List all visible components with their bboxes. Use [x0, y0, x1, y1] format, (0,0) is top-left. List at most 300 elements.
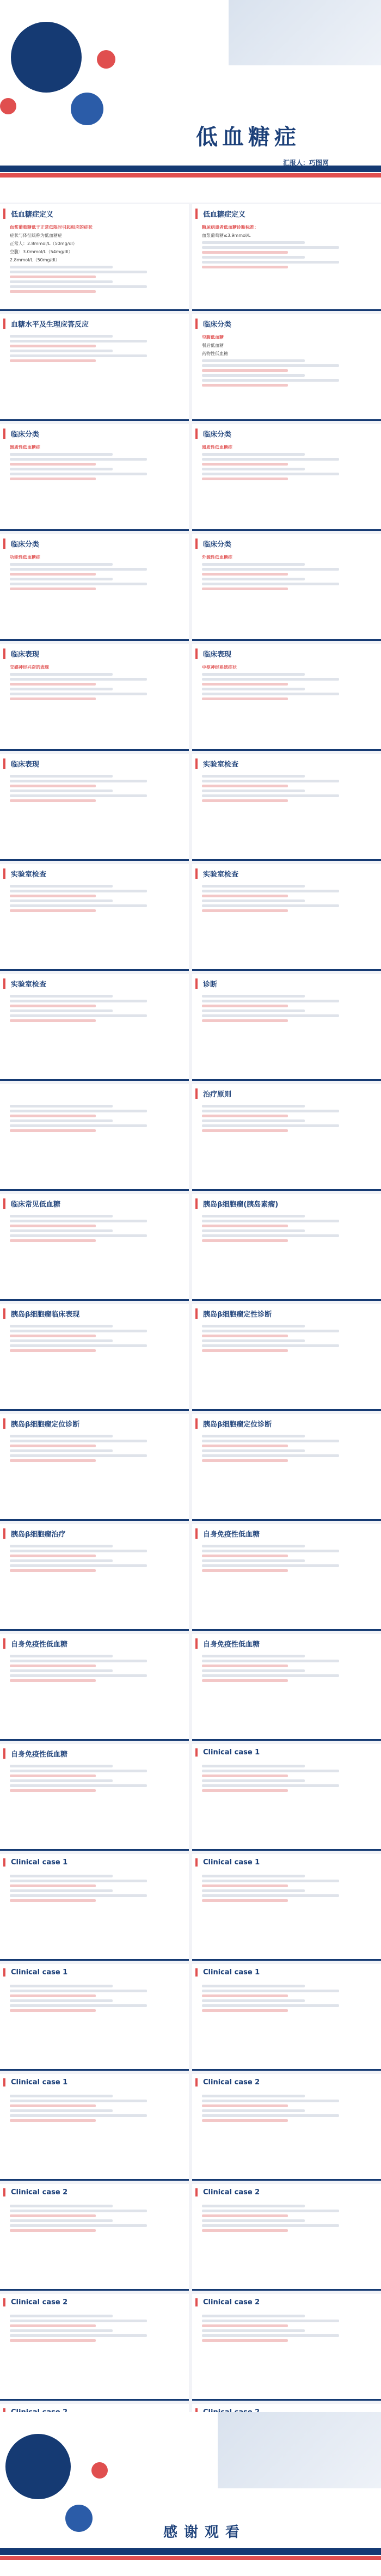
slide-thumbnail — [192, 1964, 381, 2071]
text-placeholder-line — [10, 1000, 147, 1002]
text-placeholder-line — [202, 1889, 305, 1892]
slide-thumbnail — [0, 2184, 189, 2291]
text-placeholder-line — [10, 895, 96, 897]
slide-title: 胰岛β细胞瘤定位诊断 — [195, 1418, 272, 1429]
text-placeholder-line — [202, 578, 305, 580]
text-placeholder-line — [202, 780, 339, 782]
slide-body — [202, 883, 373, 964]
slide-text-line: 空腹：3.0mmol/L（54mg/dl） — [10, 249, 73, 254]
slide-body — [10, 1323, 181, 1404]
text-placeholder-line — [202, 1665, 288, 1667]
text-placeholder-line — [202, 1335, 288, 1337]
slide-thumbnail — [0, 974, 189, 1081]
slide-row — [0, 2182, 381, 2292]
text-placeholder-line — [202, 256, 305, 259]
slide-body — [202, 443, 373, 524]
slide-title: Clinical case 1 — [195, 1858, 260, 1867]
text-placeholder-line — [202, 1124, 339, 1127]
slide-row — [0, 2072, 381, 2182]
text-placeholder-line — [10, 458, 147, 461]
text-placeholder-line — [10, 1999, 113, 2002]
text-placeholder-line — [202, 678, 339, 681]
text-placeholder-line — [202, 2009, 288, 2012]
doctor-photo — [218, 2412, 381, 2488]
text-placeholder-line — [202, 563, 305, 566]
text-placeholder-line — [10, 2334, 147, 2337]
text-placeholder-line — [202, 1440, 339, 1442]
slide-title: 临床分类 — [195, 539, 231, 549]
text-placeholder-line — [202, 384, 288, 387]
text-placeholder-line — [202, 473, 339, 475]
slide-body — [202, 1103, 373, 1184]
slide-title: 胰岛β细胞瘤治疗 — [3, 1528, 65, 1539]
slide-thumbnail — [0, 2294, 189, 2401]
text-placeholder-line — [202, 1999, 305, 2002]
slide-thumbnail — [192, 1524, 381, 1631]
text-placeholder-line — [10, 276, 96, 278]
slide-thumbnail — [0, 1414, 189, 1521]
text-placeholder-line — [202, 1105, 305, 1108]
text-placeholder-line — [10, 2324, 96, 2327]
slide-title: 实验室检查 — [3, 868, 46, 879]
text-placeholder-line — [202, 1994, 288, 1997]
text-placeholder-line — [10, 1765, 113, 1767]
slide-thumbnail — [0, 1194, 189, 1301]
slide-thumbnail — [0, 1964, 189, 2071]
text-placeholder-line — [202, 1990, 339, 1992]
text-placeholder-line — [10, 1349, 96, 1352]
text-placeholder-line — [10, 1435, 113, 1437]
text-placeholder-line — [10, 1660, 147, 1662]
text-placeholder-line — [202, 573, 288, 576]
text-placeholder-line — [10, 1009, 113, 1012]
text-placeholder-line — [10, 1005, 96, 1007]
slide-body — [202, 333, 373, 414]
slide-title: 临床分类 — [3, 539, 39, 549]
text-placeholder-line — [10, 1234, 147, 1237]
text-placeholder-line — [10, 2109, 113, 2112]
text-placeholder-line — [202, 468, 305, 470]
slide-thumbnail — [0, 424, 189, 531]
text-placeholder-line — [10, 1239, 96, 1242]
text-placeholder-line — [10, 1665, 96, 1667]
text-placeholder-line — [202, 1555, 288, 1557]
slide-body — [10, 773, 181, 854]
text-placeholder-line — [10, 468, 113, 470]
text-placeholder-line — [202, 379, 339, 382]
slide-title: 实验室检查 — [3, 978, 46, 989]
text-placeholder-line — [10, 578, 113, 580]
slide-body — [202, 1983, 373, 2064]
slide-body — [10, 1543, 181, 1624]
slide-row — [0, 1082, 381, 1192]
text-placeholder-line — [10, 1889, 113, 1892]
text-placeholder-line — [202, 1775, 288, 1777]
text-placeholder-line — [10, 1875, 113, 1877]
decor-circle — [71, 93, 103, 125]
text-placeholder-line — [10, 904, 147, 907]
text-placeholder-line — [10, 1550, 147, 1552]
slide-thumbnail — [192, 1634, 381, 1741]
slide-title: 低血糖症定义 — [195, 209, 245, 219]
slide-body — [10, 1213, 181, 1294]
text-placeholder-line — [10, 790, 113, 792]
text-placeholder-line — [10, 1339, 113, 1342]
text-placeholder-line — [10, 1124, 147, 1127]
text-placeholder-line — [10, 350, 113, 352]
slide-row — [0, 643, 381, 752]
slide-grid — [0, 203, 381, 2512]
text-placeholder-line — [202, 995, 305, 998]
slide-row — [0, 1192, 381, 1302]
text-placeholder-line — [10, 1884, 96, 1887]
slide-title: Clinical case 1 — [3, 1858, 67, 1867]
text-placeholder-line — [202, 794, 339, 797]
slide-body — [10, 1873, 181, 1954]
text-placeholder-line — [202, 1435, 305, 1437]
slide-thumbnail — [192, 2184, 381, 2291]
slide-title: 胰岛β细胞瘤定位诊断 — [3, 1418, 79, 1429]
slide-title: 胰岛β细胞瘤(胰岛素瘤) — [195, 1198, 278, 1209]
slide-body — [10, 663, 181, 744]
text-placeholder-line — [202, 2320, 339, 2322]
text-placeholder-line — [10, 2329, 113, 2332]
slide-title: Clinical case 2 — [3, 2188, 67, 2196]
text-placeholder-line — [10, 1229, 113, 1232]
text-placeholder-line — [202, 1110, 339, 1112]
text-placeholder-line — [202, 2100, 339, 2102]
text-placeholder-line — [202, 1789, 288, 1792]
text-placeholder-line — [10, 2224, 147, 2227]
slide-text-line: 正常人：2.8mmol/L（50mg/dl） — [10, 241, 77, 246]
text-placeholder-line — [202, 1880, 339, 1882]
text-placeholder-line — [202, 478, 288, 480]
slide-text-line: 2.8mmol/L（50mg/dl） — [10, 258, 60, 262]
text-placeholder-line — [202, 2095, 305, 2097]
text-placeholder-line — [10, 2210, 147, 2212]
slide-thumbnail — [192, 2074, 381, 2181]
text-placeholder-line — [202, 2224, 339, 2227]
slide-thumbnail — [192, 1304, 381, 1411]
text-placeholder-line — [10, 1014, 147, 1017]
text-placeholder-line — [202, 1679, 288, 1682]
text-placeholder-line — [202, 895, 288, 897]
text-placeholder-line — [202, 1875, 305, 1877]
text-placeholder-line — [10, 1545, 113, 1547]
text-placeholder-line — [202, 673, 305, 676]
text-placeholder-line — [10, 290, 96, 293]
text-placeholder-line — [202, 1000, 339, 1002]
thanks-text: 感谢观看 — [163, 2524, 247, 2541]
text-placeholder-line — [202, 1655, 305, 1657]
text-placeholder-line — [202, 1985, 305, 1987]
text-placeholder-line — [10, 2004, 147, 2007]
decor-circle — [91, 2462, 108, 2479]
slide-body — [10, 2202, 181, 2284]
text-placeholder-line — [202, 1005, 288, 1007]
slide-body — [202, 1543, 373, 1624]
text-placeholder-line — [10, 1119, 113, 1122]
text-placeholder-line — [202, 453, 305, 456]
text-placeholder-line — [202, 583, 339, 585]
slide-thumbnail — [192, 754, 381, 861]
text-placeholder-line — [10, 354, 147, 357]
text-placeholder-line — [202, 1765, 305, 1767]
text-placeholder-line — [10, 280, 113, 283]
text-placeholder-line — [10, 780, 147, 782]
slide-title: Clinical case 2 — [195, 2188, 260, 2196]
text-placeholder-line — [202, 1325, 305, 1327]
decor-circle — [5, 2434, 71, 2499]
slide-text-line: 器质性低血糖症 — [202, 445, 232, 450]
slide-title: Clinical case 1 — [195, 1968, 260, 1977]
text-placeholder-line — [10, 340, 147, 342]
text-placeholder-line — [10, 478, 96, 480]
text-placeholder-line — [10, 1449, 113, 1452]
slide-body — [202, 1213, 373, 1294]
text-placeholder-line — [10, 588, 96, 590]
text-placeholder-line — [10, 688, 113, 690]
text-placeholder-line — [10, 453, 113, 456]
text-placeholder-line — [202, 890, 339, 892]
text-placeholder-line — [202, 1779, 305, 1782]
text-placeholder-line — [202, 463, 288, 466]
slide-row — [0, 862, 381, 972]
text-placeholder-line — [10, 885, 113, 888]
text-placeholder-line — [202, 1660, 339, 1662]
slide-title: Clinical case 1 — [195, 1748, 260, 1757]
text-placeholder-line — [202, 458, 339, 461]
text-placeholder-line — [10, 1335, 96, 1337]
text-placeholder-line — [202, 697, 288, 700]
text-placeholder-line — [10, 1789, 96, 1792]
text-placeholder-line — [202, 1669, 305, 1672]
text-placeholder-line — [10, 1225, 96, 1227]
text-placeholder-line — [202, 904, 339, 907]
slide-title: 临床表现 — [195, 648, 231, 659]
text-placeholder-line — [202, 1339, 305, 1342]
text-placeholder-line — [202, 2329, 305, 2332]
slide-title: 自身免疫性低血糖 — [3, 1638, 67, 1649]
slide-text-line: 餐后低血糖 — [202, 343, 224, 348]
text-placeholder-line — [10, 678, 147, 681]
slide-body — [202, 553, 373, 634]
text-placeholder-line — [10, 1569, 96, 1572]
text-placeholder-line — [202, 1884, 288, 1887]
slide-body — [10, 443, 181, 524]
slide-text-line: 功能性低血糖症 — [10, 555, 40, 560]
text-placeholder-line — [202, 683, 288, 686]
text-placeholder-line — [202, 2205, 305, 2207]
text-placeholder-line — [202, 693, 339, 695]
slide-row — [0, 1412, 381, 1522]
slide-row — [0, 313, 381, 423]
slide-row — [0, 203, 381, 313]
text-placeholder-line — [10, 900, 113, 902]
text-placeholder-line — [10, 2100, 147, 2102]
slide-title: Clinical case 1 — [3, 2078, 67, 2087]
text-placeholder-line — [202, 1344, 339, 1347]
text-placeholder-line — [10, 1564, 147, 1567]
text-placeholder-line — [10, 2214, 96, 2217]
text-placeholder-line — [202, 1770, 339, 1772]
text-placeholder-line — [10, 345, 96, 347]
slide-row — [0, 1302, 381, 1412]
slide-text-line: 器质性低血糖症 — [10, 445, 40, 450]
text-placeholder-line — [202, 246, 339, 249]
text-placeholder-line — [10, 2104, 96, 2107]
slide-thumbnail — [0, 754, 189, 861]
text-placeholder-line — [10, 1784, 147, 1787]
slide-body — [10, 223, 181, 304]
slide-title: 胰岛β细胞瘤临床表现 — [3, 1308, 79, 1319]
text-placeholder-line — [10, 563, 113, 566]
slide-body — [10, 1983, 181, 2064]
text-placeholder-line — [10, 1325, 113, 1327]
text-placeholder-line — [202, 1674, 339, 1677]
slide-text-line: 外源性低血糖症 — [202, 555, 232, 560]
slide-row — [0, 1962, 381, 2072]
text-placeholder-line — [10, 1990, 147, 1992]
slide-title: 临床分类 — [195, 429, 231, 439]
text-placeholder-line — [202, 790, 305, 792]
text-placeholder-line — [202, 1899, 288, 1902]
text-placeholder-line — [10, 1679, 96, 1682]
text-placeholder-line — [10, 1770, 147, 1772]
text-placeholder-line — [10, 1330, 147, 1332]
text-placeholder-line — [202, 588, 288, 590]
text-placeholder-line — [202, 359, 305, 362]
text-placeholder-line — [202, 1564, 339, 1567]
text-placeholder-line — [10, 673, 113, 676]
text-placeholder-line — [10, 1220, 147, 1222]
text-placeholder-line — [10, 1110, 147, 1112]
text-placeholder-line — [10, 1454, 147, 1457]
slide-thumbnail — [192, 1084, 381, 1191]
slide-thumbnail — [192, 204, 381, 311]
slide-body — [202, 773, 373, 854]
text-placeholder-line — [10, 1129, 96, 1132]
text-placeholder-line — [202, 775, 305, 778]
slide-thumbnail — [0, 1744, 189, 1851]
text-placeholder-line — [10, 2219, 113, 2222]
slide-title: 临床分类 — [195, 319, 231, 329]
text-placeholder-line — [202, 1545, 305, 1547]
slide-thumbnail — [0, 2074, 189, 2181]
text-placeholder-line — [10, 285, 147, 288]
text-placeholder-line — [10, 2119, 96, 2122]
text-placeholder-line — [10, 693, 147, 695]
text-placeholder-line — [10, 1894, 147, 1897]
decor-circle — [0, 98, 16, 114]
slide-title: 实验室检查 — [195, 868, 238, 879]
text-placeholder-line — [10, 2205, 113, 2207]
text-placeholder-line — [10, 1669, 113, 1672]
text-placeholder-line — [10, 266, 113, 268]
text-placeholder-line — [10, 463, 96, 466]
slide-body — [10, 1103, 181, 1184]
text-placeholder-line — [202, 369, 288, 372]
text-placeholder-line — [202, 1459, 288, 1462]
text-placeholder-line — [202, 2315, 305, 2317]
slide-thumbnail — [0, 1084, 189, 1191]
doctor-photo — [229, 0, 381, 65]
text-placeholder-line — [10, 2095, 113, 2097]
decor-band — [0, 2556, 381, 2560]
text-placeholder-line — [202, 1894, 339, 1897]
text-placeholder-line — [202, 1014, 339, 1017]
text-placeholder-line — [202, 1550, 339, 1552]
slide-title: Clinical case 2 — [195, 2298, 260, 2306]
slide-thumbnail — [0, 864, 189, 971]
slide-title: 自身免疫性低血糖 — [3, 1748, 67, 1759]
text-placeholder-line — [10, 1559, 113, 1562]
slide-row — [0, 533, 381, 643]
slide-body — [202, 1433, 373, 1514]
slide-body — [10, 883, 181, 964]
text-placeholder-line — [10, 697, 96, 700]
slide-title: 自身免疫性低血糖 — [195, 1638, 260, 1649]
slide-text-line: 血浆葡萄糖低于正常低限时引起相应的症状 — [10, 225, 93, 230]
text-placeholder-line — [202, 1445, 288, 1447]
text-placeholder-line — [10, 1115, 96, 1117]
slide-thumbnail — [192, 1744, 381, 1851]
slide-body — [202, 663, 373, 744]
decor-circle — [65, 2505, 93, 2532]
text-placeholder-line — [202, 2109, 305, 2112]
slide-title: 治疗原则 — [195, 1088, 231, 1099]
slide-thumbnail — [192, 314, 381, 421]
text-placeholder-line — [10, 1440, 147, 1442]
slide-row — [0, 1522, 381, 1632]
text-placeholder-line — [202, 1569, 288, 1572]
slide-text-line: 中枢神经系统症状 — [202, 665, 237, 670]
text-placeholder-line — [202, 1129, 288, 1132]
decor-band — [0, 173, 381, 178]
slide-thumbnail — [0, 1854, 189, 1961]
slide-thumbnail — [192, 424, 381, 531]
text-placeholder-line — [202, 799, 288, 802]
text-placeholder-line — [202, 2210, 339, 2212]
text-placeholder-line — [10, 890, 147, 892]
text-placeholder-line — [10, 1655, 113, 1657]
text-placeholder-line — [10, 683, 96, 686]
text-placeholder-line — [202, 1454, 339, 1457]
slide-title: Clinical case 2 — [3, 2298, 67, 2306]
slide-body — [10, 1433, 181, 1514]
slide-body — [10, 1763, 181, 1844]
text-placeholder-line — [202, 261, 339, 264]
text-placeholder-line — [10, 2114, 147, 2117]
text-placeholder-line — [202, 2324, 288, 2327]
text-placeholder-line — [10, 2320, 147, 2322]
text-placeholder-line — [10, 573, 96, 576]
slide-body — [202, 1653, 373, 1734]
text-placeholder-line — [202, 1330, 339, 1332]
text-placeholder-line — [202, 1225, 288, 1227]
text-placeholder-line — [10, 799, 96, 802]
text-placeholder-line — [10, 271, 147, 273]
text-placeholder-line — [10, 1215, 113, 1217]
slide-body — [202, 1873, 373, 1954]
text-placeholder-line — [10, 583, 147, 585]
text-placeholder-line — [202, 1449, 305, 1452]
text-placeholder-line — [10, 1994, 96, 1997]
slide-text-line: 交感神经兴奋的表现 — [10, 665, 49, 670]
text-placeholder-line — [202, 2119, 288, 2122]
text-placeholder-line — [10, 2009, 96, 2012]
text-placeholder-line — [202, 2339, 288, 2342]
